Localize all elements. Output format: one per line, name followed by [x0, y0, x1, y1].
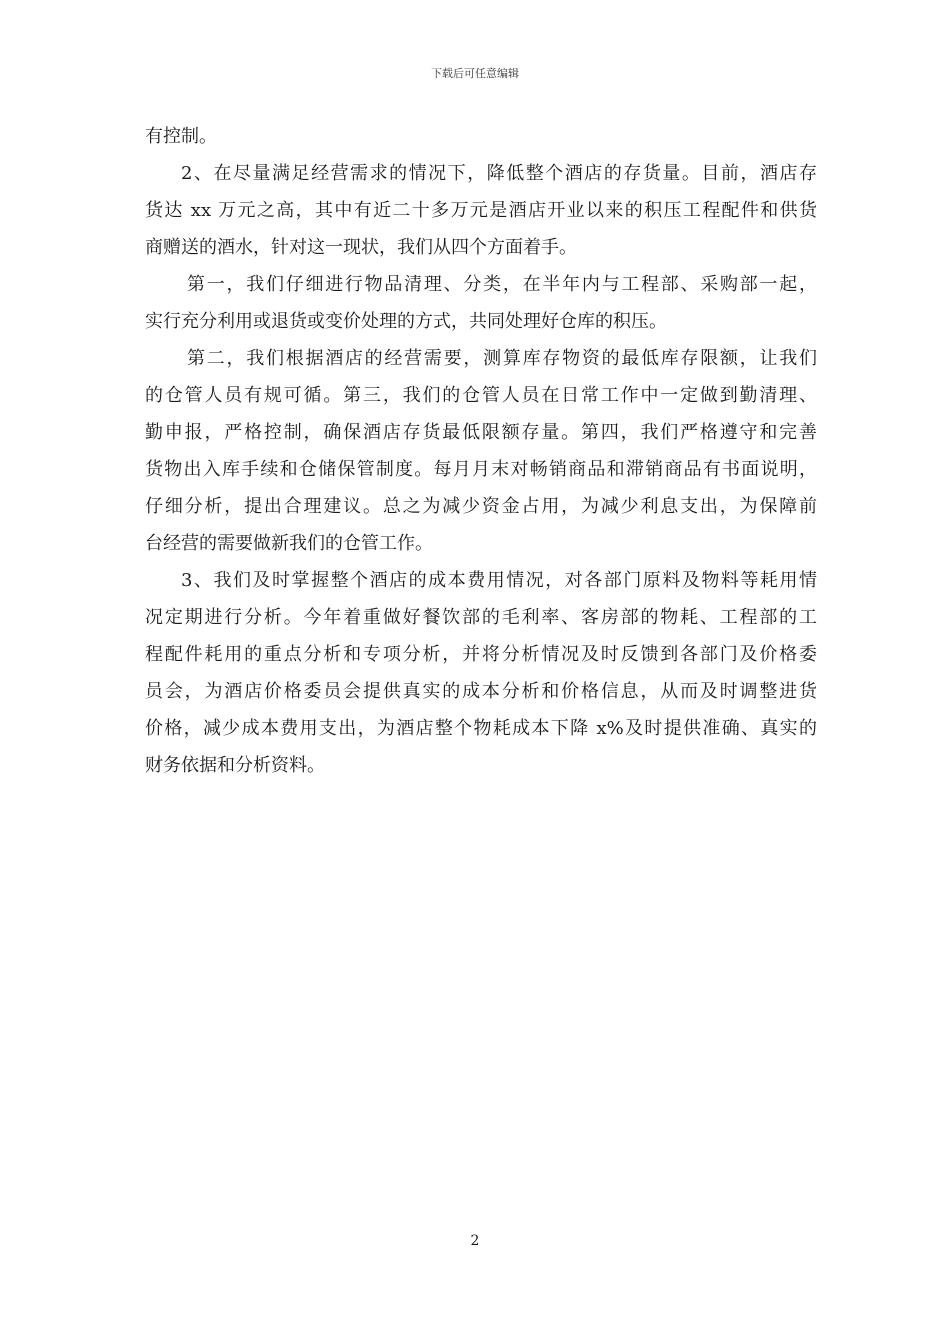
text-line: 货物出入库手续和仓储保管制度。每月月末对畅销商品和滞销商品有书面说明，	[145, 459, 817, 480]
text-line: 商赠送的酒水，针对这一现状，我们从四个方面着手。	[145, 237, 577, 258]
text-line: 有控制。	[145, 126, 217, 147]
paragraph-first-line: 第一，我们仔细进行物品清理、分类，在半年内与工程部、采购部一起，	[187, 274, 817, 295]
document-body	[145, 126, 817, 792]
text-line: 价格，减少成本费用支出，为酒店整个物耗成本下降 x%及时提供准确、真实的	[145, 718, 817, 739]
text-line: 的仓管人员有规可循。第三，我们的仓管人员在日常工作中一定做到勤清理、	[145, 385, 817, 406]
text-line: 员会，为酒店价格委员会提供真实的成本分析和价格信息，从而及时调整进货	[145, 681, 817, 702]
paragraph-3-line: 3、我们及时掌握整个酒店的成本费用情况，对各部门原料及物料等耗用情	[181, 570, 817, 591]
text-line: 台经营的需要做新我们的仓管工作。	[145, 533, 433, 554]
paragraph-second-line: 第二，我们根据酒店的经营需要，测算库存物资的最低库存限额，让我们	[187, 348, 817, 369]
text-line: 仔细分析，提出合理建议。总之为减少资金占用，为减少利息支出，为保障前	[145, 496, 817, 517]
text-line: 程配件耗用的重点分析和专项分析，并将分析情况及时反馈到各部门及价格委	[145, 644, 817, 665]
page-number: 2	[470, 1233, 480, 1249]
text-line: 财务依据和分析资料。	[145, 755, 325, 776]
text-line: 勤申报，严格控制，确保酒店存货最低限额存量。第四，我们严格遵守和完善	[145, 422, 817, 443]
text-line: 货达 xx 万元之高，其中有近二十多万元是酒店开业以来的积压工程配件和供货	[145, 200, 817, 221]
page-header: 下载后可任意编辑	[431, 67, 519, 80]
paragraph-2-line: 2、在尽量满足经营需求的情况下，降低整个酒店的存货量。目前，酒店存	[181, 163, 817, 184]
text-line: 实行充分利用或退货或变价处理的方式，共同处理好仓库的积压。	[145, 311, 667, 332]
text-line: 况定期进行分析。今年着重做好餐饮部的毛利率、客房部的物耗、工程部的工	[145, 607, 817, 628]
